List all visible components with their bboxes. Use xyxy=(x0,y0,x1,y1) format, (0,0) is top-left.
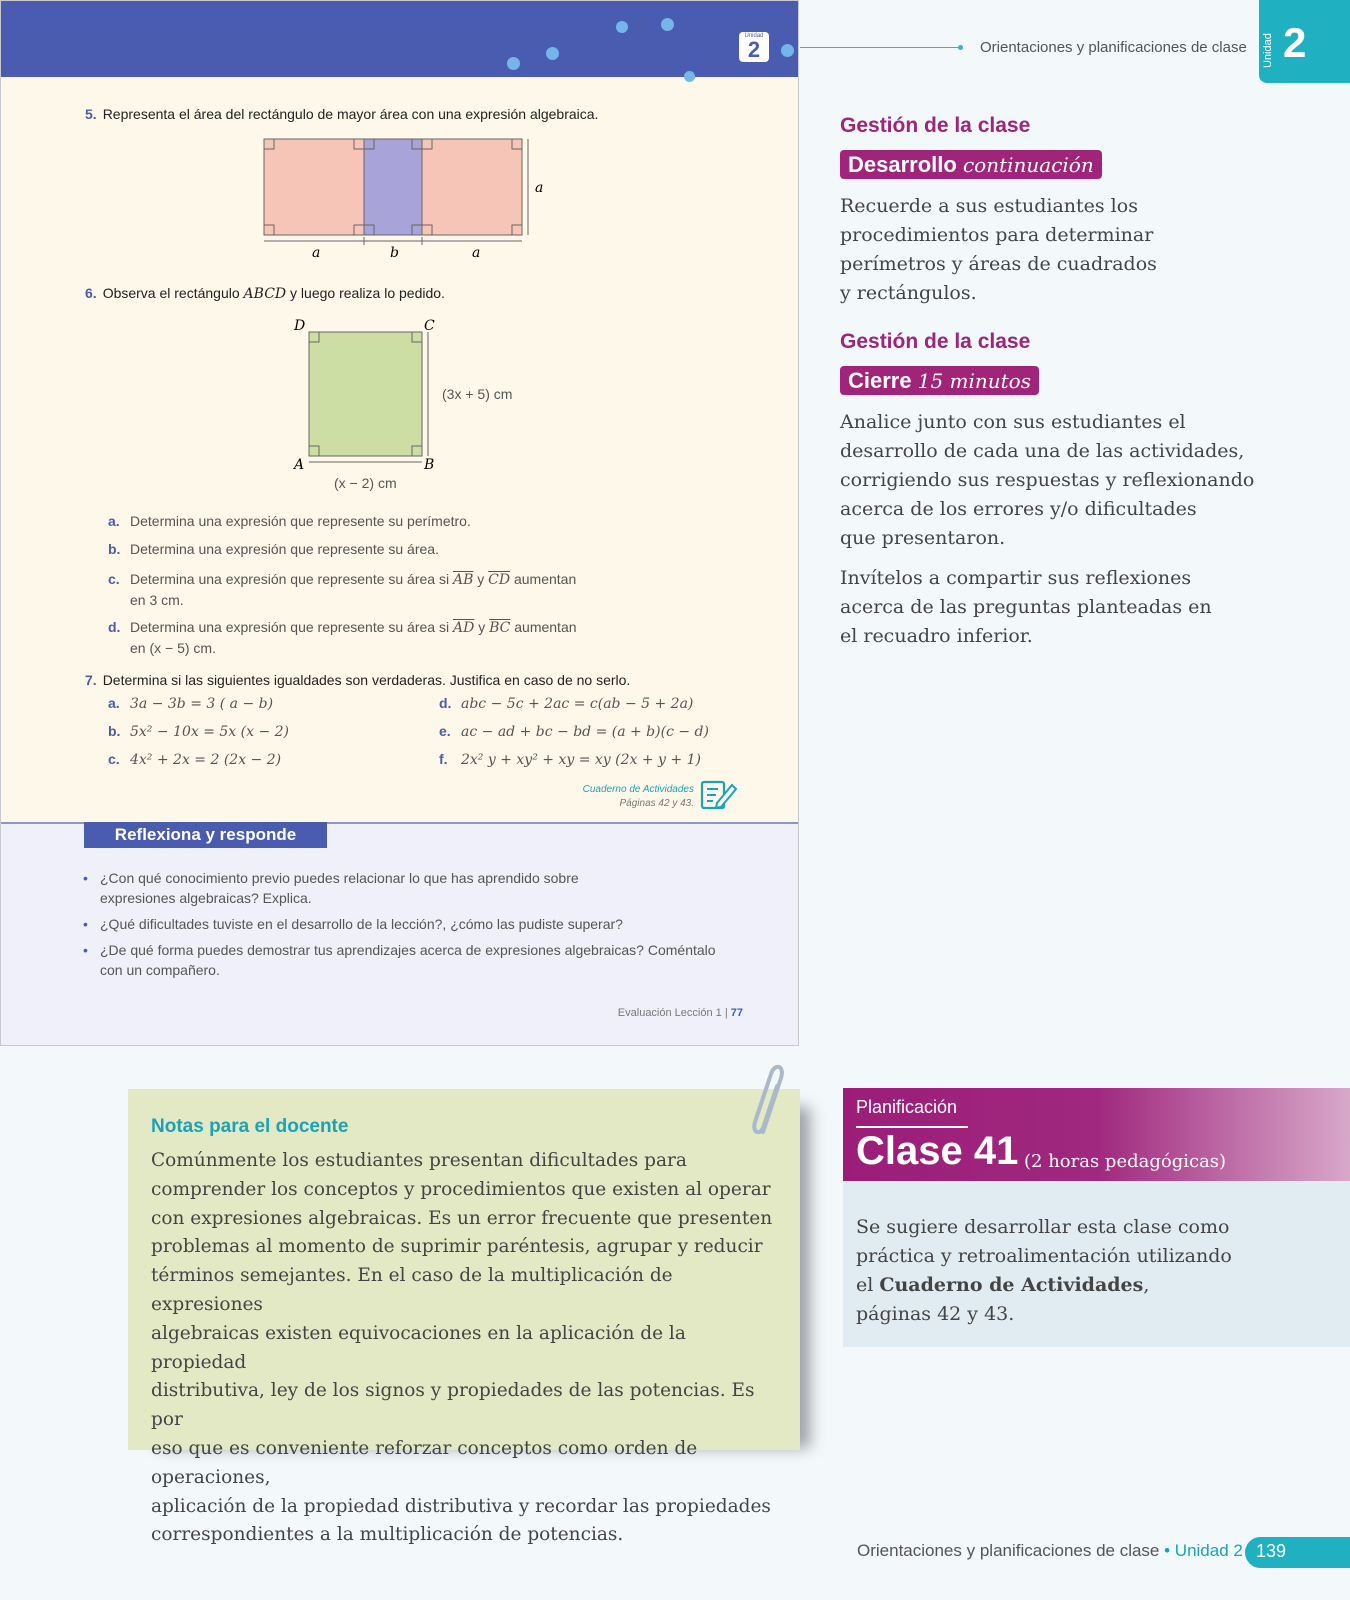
text-line xyxy=(856,1271,1346,1300)
item-letter: c. xyxy=(108,571,120,587)
decor-dot xyxy=(546,47,559,60)
unit-badge-label: Unidad xyxy=(744,33,764,39)
bullet-text: expresiones algebraicas? Explica. xyxy=(100,890,312,906)
text-line: Invítelos a compartir sus reflexiones xyxy=(840,567,1192,589)
text-fragment: el xyxy=(856,1274,880,1296)
workbook-name: Cuaderno de Actividades xyxy=(879,1274,1144,1296)
label-a: a xyxy=(312,245,321,261)
unit-badge-number: 2 xyxy=(747,37,761,62)
planificacion-label: Planificación xyxy=(856,1097,958,1117)
question-5 xyxy=(85,106,598,122)
vertex-d: D xyxy=(294,318,306,334)
q6-item-d xyxy=(108,617,577,658)
notebook-pencil-icon xyxy=(699,777,739,811)
clase-hours: (2 horas pedagógicas) xyxy=(1024,1151,1227,1172)
item-text: aumentan xyxy=(510,571,577,587)
reflect-bullet: • ¿De qué forma puedes demostrar tus aprendizajes acerca de expresiones algebraicas? Coméntalo con un compañero. xyxy=(83,940,743,980)
bullet-text: ¿Con qué conocimiento previo puedes relacionar lo que has aprendido sobre xyxy=(100,870,579,886)
label-a: a xyxy=(472,245,481,261)
bullet-text: ¿De qué forma puedes demostrar tus aprendizajes acerca de expresiones algebraicas? Coméntalo xyxy=(100,942,716,958)
gestion-heading: Gestión de la clase xyxy=(840,330,1031,353)
item-letter: c. xyxy=(108,751,120,767)
notes-text xyxy=(151,1147,781,1550)
unit-tab-label: Unidad xyxy=(1262,33,1274,68)
paperclip-icon xyxy=(745,1060,795,1140)
item-text: aumentan xyxy=(510,619,577,635)
segment-ad: $\overline{AD}$ xyxy=(452,620,475,636)
teacher-notes xyxy=(128,1089,800,1546)
text-line: práctica y retroalimentación utilizando xyxy=(856,1245,1232,1267)
cierre-pill xyxy=(840,366,1039,395)
decor-dot xyxy=(616,21,628,33)
page-footer xyxy=(857,1541,1243,1561)
student-page-footer xyxy=(618,1007,743,1019)
question-text: y luego realiza lo pedido. xyxy=(286,285,445,301)
text-line: distributiva, ley de los signos y propiedades de las potencias. Es por xyxy=(151,1380,755,1431)
question-number: 5. xyxy=(85,106,97,122)
height-label: (3x + 5) cm xyxy=(442,386,513,402)
segment-bc: $\overline{BC}$ xyxy=(489,620,511,636)
item-text: en (x − 5) cm. xyxy=(130,640,216,656)
q7-item-b xyxy=(108,723,289,740)
question-variable: ABCD xyxy=(243,286,287,302)
q7-item-e xyxy=(439,723,709,740)
label-b: b xyxy=(390,245,399,261)
item-text: y xyxy=(473,571,489,587)
gestion2-text xyxy=(840,408,1254,553)
q6-item-b xyxy=(108,541,439,557)
item-text: y xyxy=(474,619,490,635)
header-title: Orientaciones y planificaciones de clase xyxy=(980,39,1247,56)
q7-item-d xyxy=(439,695,693,712)
q6-item-a xyxy=(108,513,471,529)
footer-label: Evaluación Lección 1 xyxy=(617,1007,722,1019)
decor-dot xyxy=(661,18,674,31)
label-a-side: a xyxy=(535,180,544,196)
text-line: Se sugiere desarrollar esta clase como xyxy=(856,1216,1230,1238)
text-line: Comúnmente los estudiantes presentan dificultades para xyxy=(151,1150,687,1171)
text-fragment: , xyxy=(1143,1274,1150,1296)
item-expression: 4x² + 2x = 2 (2x − 2) xyxy=(130,752,282,768)
item-letter: f. xyxy=(439,751,448,767)
text-line: con expresiones algebraicas. Es un error frecuente que presenten xyxy=(151,1207,773,1229)
workbook-reference-title: Cuaderno de Actividades xyxy=(582,784,694,795)
footer-separator: | xyxy=(724,1007,728,1019)
item-expression: abc − 5c + 2ac = c(ab − 5 + 2a) xyxy=(461,696,694,712)
segment-cd: $\overline{CD}$ xyxy=(488,572,511,588)
decor-dot xyxy=(781,44,794,57)
student-page-number: 77 xyxy=(730,1007,743,1019)
question-text: Determina si las siguientes igualdades son verdaderas. Justifica en caso de no serlo. xyxy=(102,672,631,688)
text-line: acerca de los errores y/o dificultades xyxy=(840,498,1197,520)
planificacion-underline xyxy=(856,1126,968,1128)
footer-title: Orientaciones y planificaciones de clase xyxy=(857,1541,1160,1560)
text-line: el recuadro inferior. xyxy=(840,625,1033,647)
text-line: eso que es conveniente reforzar conceptos como orden de operaciones, xyxy=(151,1437,698,1488)
text-line: acerca de las preguntas planteadas en xyxy=(840,596,1212,618)
question-number: 6. xyxy=(85,285,97,301)
item-letter: e. xyxy=(439,723,451,739)
pill-bold: Desarrollo xyxy=(848,152,957,177)
item-letter: a. xyxy=(108,695,120,711)
reflect-title: Reflexiona y responde xyxy=(84,822,327,848)
item-expression: 2x² y + xy² + xy = xy (2x + y + 1) xyxy=(461,752,701,768)
planificacion-header xyxy=(843,1088,1350,1181)
bullet-text: con un compañero. xyxy=(100,962,220,978)
gestion-heading: Gestión de la clase xyxy=(840,114,1031,137)
q7-item-a xyxy=(108,695,273,712)
workbook-reference xyxy=(561,783,694,811)
notes-title: Notas para el docente xyxy=(151,1116,349,1137)
question-number: 7. xyxy=(85,672,97,688)
text-line: comprender los conceptos y procedimientos que existen al operar xyxy=(151,1178,771,1200)
desarrollo-pill xyxy=(840,150,1102,179)
vertex-c: C xyxy=(424,318,435,334)
q6-rectangle-figure xyxy=(286,315,526,495)
reflect-bullet: • ¿Con qué conocimiento previo puedes relacionar lo que has aprendido sobre expresiones algebraicas? Explica. xyxy=(83,868,743,908)
item-letter: d. xyxy=(108,619,121,635)
text-line: y rectángulos. xyxy=(840,282,977,304)
header-rule xyxy=(800,47,960,48)
text-line: corrigiendo sus respuestas y reflexionando xyxy=(840,469,1255,491)
item-letter: b. xyxy=(108,541,121,557)
q5-rectangle-figure xyxy=(256,133,556,263)
width-label: (x − 2) cm xyxy=(334,475,397,491)
footer-unit: Unidad 2 xyxy=(1174,1541,1243,1560)
item-text: Determina una expresión que represente su área si xyxy=(130,619,453,635)
item-text: Determina una expresión que represente su área si xyxy=(130,571,453,587)
text-line: procedimientos para determinar xyxy=(840,224,1154,246)
question-6 xyxy=(85,285,445,302)
pill-italic: continuación xyxy=(962,153,1094,177)
clase-title: Clase 41 xyxy=(856,1129,1019,1173)
decor-dot xyxy=(684,71,695,82)
text-line: que presentaron. xyxy=(840,527,1006,549)
q7-item-f xyxy=(439,751,701,768)
gestion1-text xyxy=(840,192,1157,308)
item-expression: 5x² − 10x = 5x (x − 2) xyxy=(130,724,289,740)
vertex-b: B xyxy=(424,457,435,473)
q7-item-c xyxy=(108,751,281,768)
text-line: correspondientes a la multiplicación de potencias. xyxy=(151,1524,624,1546)
reflect-bullet: • ¿Qué dificultades tuviste en el desarrollo de la lección?, ¿cómo las pudiste superar? xyxy=(83,914,743,934)
question-text: Observa el rectángulo xyxy=(102,285,244,301)
text-line: páginas 42 y 43. xyxy=(856,1303,1015,1325)
item-text: Determina una expresión que represente su área. xyxy=(130,541,439,557)
item-expression: ac − ad + bc − bd = (a + b)(c − d) xyxy=(461,724,709,740)
item-text: Determina una expresión que represente su perímetro. xyxy=(130,513,471,529)
pill-italic: 15 minutos xyxy=(917,369,1031,393)
planificacion-body xyxy=(843,1181,1350,1347)
unit-tab-number: 2 xyxy=(1283,19,1307,66)
text-line: términos semejantes. En el caso de la multiplicación de expresiones xyxy=(151,1265,673,1315)
text-line: problemas al momento de suprimir paréntesis, agrupar y reducir xyxy=(151,1236,763,1258)
gestion2-text-2 xyxy=(840,564,1212,651)
pill-bold: Cierre xyxy=(848,368,912,393)
vertex-a: A xyxy=(294,457,305,473)
item-letter: d. xyxy=(439,695,452,711)
bullet-text: ¿Qué dificultades tuviste en el desarrollo de la lección?, ¿cómo las pudiste superar? xyxy=(100,916,623,932)
page-banner xyxy=(1,1,799,77)
question-7 xyxy=(85,672,630,688)
question-text: Representa el área del rectángulo de mayor área con una expresión algebraica. xyxy=(102,106,599,122)
text-line: Recuerde a sus estudiantes los xyxy=(840,195,1138,217)
text-line: aplicación de la propiedad distributiva y recordar las propiedades xyxy=(151,1495,771,1517)
planificacion-text xyxy=(856,1213,1346,1329)
item-letter: a. xyxy=(108,513,120,529)
student-page xyxy=(0,0,799,1046)
segment-ab: $\overline{AB}$ xyxy=(452,572,474,588)
decor-dot xyxy=(507,57,520,70)
page-number: 139 xyxy=(1256,1541,1287,1561)
text-line: perímetros y áreas de cuadrados xyxy=(840,253,1157,275)
workbook-reference-pages: Páginas 42 y 43. xyxy=(619,798,694,809)
text-line: desarrollo de cada una de las actividades, xyxy=(840,440,1245,462)
item-text: en 3 cm. xyxy=(130,592,184,608)
header-rule-dot xyxy=(958,45,963,50)
text-line: Analice junto con sus estudiantes el xyxy=(840,411,1186,433)
item-letter: b. xyxy=(108,723,121,739)
text-line: algebraicas existen equivocaciones en la aplicación de la propiedad xyxy=(151,1322,686,1373)
unit-badge xyxy=(739,32,769,62)
q6-item-c xyxy=(108,569,576,610)
item-expression: 3a − 3b = 3 ( a − b) xyxy=(130,696,274,712)
footer-bullet: • xyxy=(1159,1541,1175,1560)
